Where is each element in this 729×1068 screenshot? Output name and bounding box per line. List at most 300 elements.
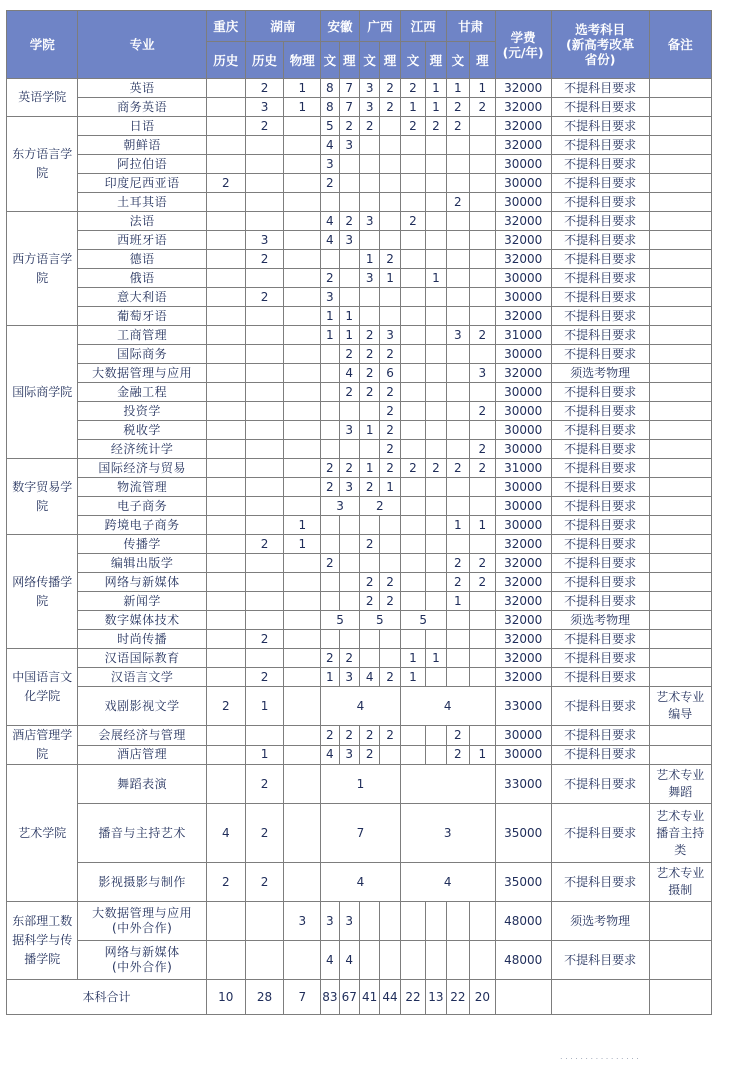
table-row <box>7 79 712 98</box>
total-label: 本科合计 <box>7 980 207 1015</box>
quota-cell <box>446 611 469 630</box>
quota-cell <box>426 136 446 155</box>
quota-cell: 1 <box>245 687 284 726</box>
quota-cell <box>470 383 496 402</box>
fee-cell: 30000 <box>495 174 551 193</box>
major-cell: 税收学 <box>78 421 207 440</box>
quota-cell <box>206 307 245 326</box>
quota-cell <box>400 765 495 804</box>
quota-cell: 2 <box>245 79 284 98</box>
province-header-chongqing: 重庆 <box>206 11 245 42</box>
quota-cell: 3 <box>339 231 359 250</box>
college-cell: 东方语言学院 <box>7 117 78 212</box>
subject-header: 物理 <box>284 42 321 79</box>
quota-cell <box>470 497 496 516</box>
fee-cell: 30000 <box>495 516 551 535</box>
quota-cell <box>400 902 426 941</box>
quota-cell: 1 <box>446 79 469 98</box>
quota-cell <box>470 136 496 155</box>
quota-cell: 2 <box>359 573 379 592</box>
quota-cell <box>206 649 245 668</box>
note-cell <box>649 193 711 212</box>
quota-cell <box>206 155 245 174</box>
quota-cell: 2 <box>380 592 400 611</box>
quota-cell: 2 <box>470 554 496 573</box>
quota-cell: 2 <box>380 459 400 478</box>
quota-cell <box>426 402 446 421</box>
quota-cell <box>284 941 321 980</box>
quota-cell: 2 <box>470 440 496 459</box>
quota-cell <box>284 554 321 573</box>
quota-cell <box>284 383 321 402</box>
table-row <box>7 212 712 231</box>
requirement-cell: 不提科目要求 <box>551 212 649 231</box>
quota-cell: 1 <box>284 535 321 554</box>
quota-cell: 2 <box>321 459 339 478</box>
fee-cell: 48000 <box>495 941 551 980</box>
quota-cell <box>446 649 469 668</box>
quota-cell: 2 <box>446 745 469 765</box>
major-cell: 商务英语 <box>78 98 207 117</box>
fee-cell <box>495 980 551 1015</box>
major-cell: 西班牙语 <box>78 231 207 250</box>
quota-cell <box>446 668 469 687</box>
note-cell <box>649 649 711 668</box>
major-cell: 汉语言文学 <box>78 668 207 687</box>
quota-cell <box>206 269 245 288</box>
major-cell: 国际经济与贸易 <box>78 459 207 478</box>
requirement-cell: 不提科目要求 <box>551 668 649 687</box>
quota-cell <box>284 269 321 288</box>
quota-cell <box>359 307 379 326</box>
total-cell: 7 <box>284 980 321 1015</box>
quota-cell: 2 <box>206 863 245 902</box>
quota-cell: 2 <box>446 573 469 592</box>
table-row <box>7 383 712 402</box>
quota-cell <box>470 478 496 497</box>
quota-cell <box>380 288 400 307</box>
note-cell <box>649 459 711 478</box>
province-header-anhui: 安徽 <box>321 11 360 42</box>
quota-cell: 2 <box>380 668 400 687</box>
quota-cell <box>284 573 321 592</box>
table-row <box>7 745 712 765</box>
table-row <box>7 497 712 516</box>
note-cell <box>649 726 711 746</box>
fee-cell: 35000 <box>495 804 551 863</box>
quota-cell <box>245 440 284 459</box>
quota-cell: 2 <box>426 459 446 478</box>
total-cell: 13 <box>426 980 446 1015</box>
table-row <box>7 902 712 941</box>
quota-cell: 2 <box>380 250 400 269</box>
quota-cell <box>359 193 379 212</box>
quota-cell: 1 <box>359 421 379 440</box>
quota-cell <box>284 497 321 516</box>
quota-cell: 2 <box>321 649 339 668</box>
quota-cell: 7 <box>339 98 359 117</box>
quota-cell <box>400 269 426 288</box>
quota-cell: 7 <box>321 804 401 863</box>
major-cell: 数字媒体技术 <box>78 611 207 630</box>
quota-cell <box>400 440 426 459</box>
quota-cell: 2 <box>470 573 496 592</box>
quota-cell: 1 <box>400 668 426 687</box>
quota-cell: 1 <box>339 326 359 345</box>
major-cell: 英语 <box>78 79 207 98</box>
quota-cell <box>426 554 446 573</box>
quota-cell <box>321 383 339 402</box>
quota-cell <box>470 288 496 307</box>
quota-cell <box>470 250 496 269</box>
quota-cell <box>245 554 284 573</box>
quota-cell <box>284 459 321 478</box>
quota-cell <box>284 863 321 902</box>
table-row <box>7 174 712 193</box>
quota-cell: 2 <box>245 765 284 804</box>
quota-cell: 3 <box>339 902 359 941</box>
quota-cell: 2 <box>339 649 359 668</box>
quota-cell <box>321 345 339 364</box>
note-cell <box>649 535 711 554</box>
table-row <box>7 345 712 364</box>
quota-cell: 3 <box>339 136 359 155</box>
college-cell: 酒店管理学院 <box>7 726 78 765</box>
quota-cell <box>400 155 426 174</box>
quota-cell <box>359 402 379 421</box>
table-row <box>7 630 712 649</box>
watermark: . . . . . . . . . . . . . . . . <box>560 1052 639 1061</box>
quota-cell <box>380 630 400 649</box>
quota-cell <box>284 288 321 307</box>
quota-cell: 3 <box>321 497 360 516</box>
quota-cell <box>245 364 284 383</box>
quota-cell: 5 <box>400 611 446 630</box>
major-cell: 工商管理 <box>78 326 207 345</box>
quota-cell: 1 <box>359 459 379 478</box>
quota-cell: 4 <box>321 212 339 231</box>
fee-cell: 30000 <box>495 288 551 307</box>
quota-cell: 2 <box>380 402 400 421</box>
quota-cell <box>206 79 245 98</box>
requirement-cell: 不提科目要求 <box>551 307 649 326</box>
quota-cell <box>245 269 284 288</box>
quota-cell <box>206 136 245 155</box>
quota-cell <box>284 307 321 326</box>
quota-cell <box>206 941 245 980</box>
quota-cell: 4 <box>400 863 495 902</box>
quota-cell <box>400 630 426 649</box>
fee-cell: 35000 <box>495 863 551 902</box>
fee-cell: 32000 <box>495 98 551 117</box>
quota-cell <box>245 326 284 345</box>
quota-cell <box>426 497 446 516</box>
quota-cell <box>426 364 446 383</box>
note-cell <box>649 212 711 231</box>
quota-cell: 2 <box>321 554 339 573</box>
major-cell: 金融工程 <box>78 383 207 402</box>
note-cell <box>649 516 711 535</box>
table-row <box>7 269 712 288</box>
quota-cell <box>339 193 359 212</box>
subject-header: 历史 <box>206 42 245 79</box>
quota-cell: 2 <box>470 459 496 478</box>
total-cell: 10 <box>206 980 245 1015</box>
note-cell <box>649 98 711 117</box>
quota-cell <box>206 535 245 554</box>
quota-cell <box>339 288 359 307</box>
quota-cell <box>446 478 469 497</box>
note-cell <box>649 288 711 307</box>
requirement-cell: 不提科目要求 <box>551 554 649 573</box>
quota-cell <box>470 592 496 611</box>
quota-cell <box>400 307 426 326</box>
quota-cell: 2 <box>380 573 400 592</box>
major-cell: 戏剧影视文学 <box>78 687 207 726</box>
quota-cell <box>245 402 284 421</box>
quota-cell <box>359 941 379 980</box>
quota-cell: 3 <box>359 269 379 288</box>
note-cell <box>649 440 711 459</box>
college-cell: 英语学院 <box>7 79 78 117</box>
quota-cell: 2 <box>245 117 284 136</box>
major-cell: 投资学 <box>78 402 207 421</box>
quota-cell: 2 <box>446 459 469 478</box>
note-cell <box>649 421 711 440</box>
fee-cell: 30000 <box>495 269 551 288</box>
quota-cell: 1 <box>426 649 446 668</box>
quota-cell <box>470 941 496 980</box>
quota-cell <box>400 193 426 212</box>
quota-cell <box>400 364 426 383</box>
fee-cell: 32000 <box>495 554 551 573</box>
fee-cell: 32000 <box>495 231 551 250</box>
quota-cell <box>446 345 469 364</box>
quota-cell <box>284 726 321 746</box>
table-row <box>7 421 712 440</box>
college-cell: 数字贸易学院 <box>7 459 78 535</box>
quota-cell: 2 <box>470 402 496 421</box>
quota-cell: 3 <box>380 326 400 345</box>
requirement-cell: 不提科目要求 <box>551 440 649 459</box>
table-row <box>7 364 712 383</box>
requirement-cell: 不提科目要求 <box>551 383 649 402</box>
quota-cell: 2 <box>339 726 359 746</box>
quota-cell <box>339 155 359 174</box>
quota-cell <box>380 745 400 765</box>
quota-cell <box>321 573 339 592</box>
quota-cell: 3 <box>245 231 284 250</box>
quota-cell: 2 <box>380 726 400 746</box>
quota-cell <box>206 745 245 765</box>
quota-cell <box>359 231 379 250</box>
total-cell: 28 <box>245 980 284 1015</box>
major-cell: 葡萄牙语 <box>78 307 207 326</box>
quota-cell <box>245 573 284 592</box>
quota-cell: 1 <box>470 79 496 98</box>
quota-cell <box>206 554 245 573</box>
province-header-jiangxi: 江西 <box>400 11 446 42</box>
table-row <box>7 440 712 459</box>
quota-cell <box>284 250 321 269</box>
quota-cell: 3 <box>339 478 359 497</box>
quota-cell: 5 <box>321 611 360 630</box>
quota-cell <box>284 193 321 212</box>
quota-cell <box>426 174 446 193</box>
note-cell <box>649 326 711 345</box>
requirement-cell: 不提科目要求 <box>551 79 649 98</box>
quota-cell <box>446 269 469 288</box>
note-cell <box>649 250 711 269</box>
major-cell: 意大利语 <box>78 288 207 307</box>
quota-cell <box>426 535 446 554</box>
quota-cell <box>206 573 245 592</box>
quota-cell <box>380 941 400 980</box>
note-cell <box>649 630 711 649</box>
fee-cell: 30000 <box>495 745 551 765</box>
quota-cell <box>380 155 400 174</box>
major-cell: 网络与新媒体 <box>78 573 207 592</box>
college-header: 学院 <box>7 11 78 79</box>
quota-cell <box>339 440 359 459</box>
quota-cell <box>446 250 469 269</box>
note-cell <box>649 79 711 98</box>
note-cell <box>649 497 711 516</box>
quota-cell <box>426 231 446 250</box>
quota-cell: 1 <box>426 98 446 117</box>
quota-cell <box>470 174 496 193</box>
major-cell: 新闻学 <box>78 592 207 611</box>
note-cell <box>649 902 711 941</box>
quota-cell <box>426 440 446 459</box>
quota-cell <box>206 98 245 117</box>
table-row <box>7 98 712 117</box>
quota-cell <box>339 554 359 573</box>
quota-cell <box>400 941 426 980</box>
quota-cell <box>359 288 379 307</box>
quota-cell <box>426 745 446 765</box>
table-row <box>7 459 712 478</box>
quota-cell <box>400 250 426 269</box>
quota-cell <box>446 421 469 440</box>
total-cell: 20 <box>470 980 496 1015</box>
quota-cell <box>206 611 245 630</box>
quota-cell <box>470 649 496 668</box>
note-cell <box>649 478 711 497</box>
quota-cell <box>446 307 469 326</box>
quota-cell: 1 <box>470 516 496 535</box>
major-cell: 网络与新媒体 (中外合作) <box>78 941 207 980</box>
requirement-cell: 不提科目要求 <box>551 497 649 516</box>
college-cell: 国际商学院 <box>7 326 78 459</box>
subject-header: 理 <box>426 42 446 79</box>
quota-cell <box>321 364 339 383</box>
major-cell: 汉语国际教育 <box>78 649 207 668</box>
major-cell: 法语 <box>78 212 207 231</box>
quota-cell: 2 <box>380 345 400 364</box>
quota-cell: 2 <box>321 269 339 288</box>
note-cell <box>649 980 711 1015</box>
note-cell <box>649 136 711 155</box>
quota-cell: 1 <box>400 649 426 668</box>
quota-cell: 3 <box>284 902 321 941</box>
quota-cell: 1 <box>470 745 496 765</box>
quota-cell <box>206 726 245 746</box>
quota-cell <box>426 345 446 364</box>
quota-cell <box>245 212 284 231</box>
fee-cell: 30000 <box>495 383 551 402</box>
quota-cell <box>339 592 359 611</box>
major-header: 专业 <box>78 11 207 79</box>
table-row <box>7 941 712 980</box>
table-row <box>7 765 712 804</box>
quota-cell <box>380 174 400 193</box>
quota-cell: 4 <box>321 687 401 726</box>
quota-cell: 2 <box>426 117 446 136</box>
table-row <box>7 573 712 592</box>
quota-cell <box>245 941 284 980</box>
quota-cell <box>400 592 426 611</box>
quota-cell: 2 <box>359 364 379 383</box>
fee-cell: 32000 <box>495 630 551 649</box>
total-cell: 22 <box>400 980 426 1015</box>
quota-cell <box>380 554 400 573</box>
quota-cell: 1 <box>446 592 469 611</box>
quota-cell <box>245 516 284 535</box>
quota-cell <box>245 307 284 326</box>
college-cell: 中国语言文化学院 <box>7 649 78 726</box>
requirement-cell: 不提科目要求 <box>551 288 649 307</box>
quota-cell <box>339 250 359 269</box>
quota-cell <box>470 726 496 746</box>
quota-cell: 2 <box>380 421 400 440</box>
fee-cell: 32000 <box>495 136 551 155</box>
quota-cell: 2 <box>359 726 379 746</box>
quota-cell: 4 <box>359 668 379 687</box>
quota-cell <box>284 649 321 668</box>
quota-cell <box>284 765 321 804</box>
major-cell: 传播学 <box>78 535 207 554</box>
quota-cell: 3 <box>339 745 359 765</box>
quota-cell: 3 <box>339 668 359 687</box>
quota-cell <box>206 668 245 687</box>
quota-cell <box>380 231 400 250</box>
quota-cell: 2 <box>400 79 426 98</box>
quota-cell <box>380 117 400 136</box>
quota-cell <box>470 193 496 212</box>
fee-header: 学费 (元/年) <box>495 11 551 79</box>
quota-cell <box>446 402 469 421</box>
fee-cell: 30000 <box>495 155 551 174</box>
quota-cell <box>400 326 426 345</box>
quota-cell: 8 <box>321 79 339 98</box>
quota-cell: 4 <box>321 745 339 765</box>
quota-cell: 8 <box>321 98 339 117</box>
quota-cell <box>284 155 321 174</box>
quota-cell: 2 <box>339 383 359 402</box>
quota-cell <box>284 345 321 364</box>
quota-cell: 2 <box>339 212 359 231</box>
note-cell <box>649 554 711 573</box>
quota-cell <box>245 902 284 941</box>
quota-cell <box>446 630 469 649</box>
quota-cell: 1 <box>400 98 426 117</box>
quota-cell <box>245 155 284 174</box>
fee-cell: 32000 <box>495 592 551 611</box>
quota-cell <box>206 902 245 941</box>
requirement-cell: 不提科目要求 <box>551 174 649 193</box>
table-row <box>7 193 712 212</box>
